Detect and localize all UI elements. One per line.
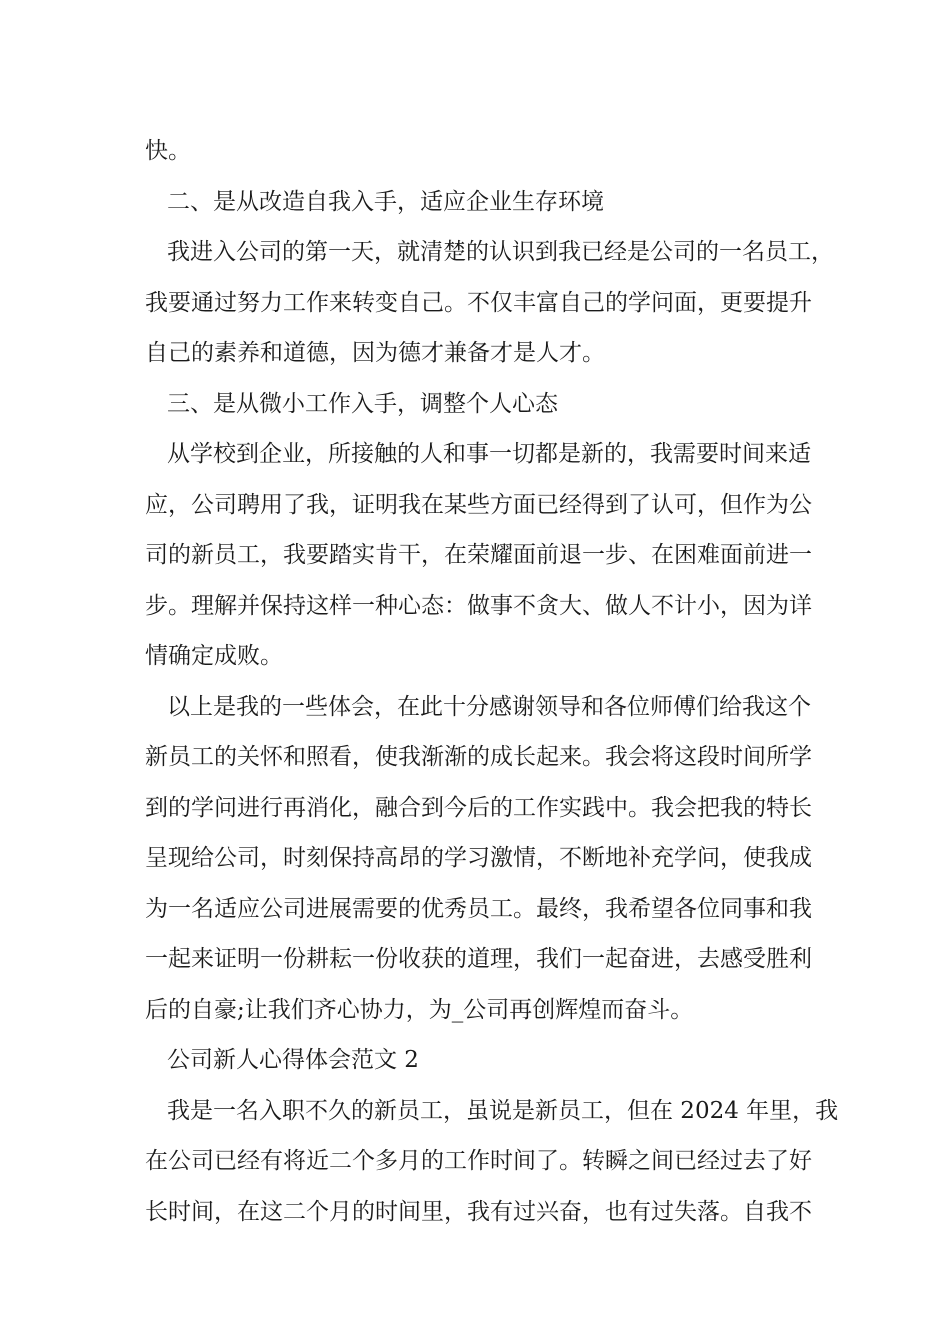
- text-line-5: 自己的素养和道德，因为德才兼备才是人才。: [145, 340, 605, 366]
- text-line-3: 我进入公司的第一天，就清楚的认识到我已经是公司的一名员工，: [167, 239, 834, 265]
- text-line-17: 一起来证明一份耕耘一份收获的道理，我们一起奋进，去感受胜利: [145, 946, 812, 972]
- section-heading-3: 三、是从微小工作入手，调整个人心态: [167, 390, 558, 417]
- text-line-14: 到的学问进行再消化，融合到今后的工作实践中。我会把我的特长: [145, 794, 812, 821]
- essay-title-2: 公司新人心得体会范文 2: [167, 1047, 419, 1073]
- text-line-22: 长时间，在这二个月的时间里，我有过兴奋，也有过失落。自我不: [145, 1198, 812, 1225]
- text-line-1: 快。: [145, 138, 191, 164]
- text-line-15: 呈现给公司，时刻保持高昂的学习激情，不断地补充学问，使我成: [145, 845, 812, 871]
- text-line-4: 我要通过努力工作来转变自己。不仅丰富自己的学问面，更要提升: [145, 289, 812, 316]
- text-line-13: 新员工的关怀和照看，使我渐渐的成长起来。我会将这段时间所学: [145, 744, 812, 770]
- section-heading-2: 二、是从改造自我入手，适应企业生存环境: [167, 188, 604, 215]
- text-line-18: 后的自豪;让我们齐心协力，为_公司再创辉煌而奋斗。: [145, 996, 694, 1023]
- text-line-7: 从学校到企业，所接触的人和事一切都是新的，我需要时间来适: [167, 441, 811, 467]
- text-line-16: 为一名适应公司进展需要的优秀员工。最终，我希望各位同事和我: [145, 895, 812, 922]
- text-line-10: 步。理解并保持这样一种心态：做事不贪大、做人不计小，因为详: [145, 592, 812, 619]
- text-line-21: 在公司已经有将近二个多月的工作时间了。转瞬之间已经过去了好: [145, 1148, 812, 1174]
- text-line-12: 以上是我的一些体会，在此十分感谢领导和各位师傅们给我这个: [167, 693, 811, 720]
- text-line-11: 情确定成败。: [145, 643, 283, 669]
- text-line-20: 我是一名入职不久的新员工，虽说是新员工，但在 2024 年里，我: [167, 1097, 839, 1124]
- text-line-8: 应，公司聘用了我，证明我在某些方面已经得到了认可，但作为公: [145, 491, 812, 518]
- document-body: [145, 126, 839, 1237]
- text-line-9: 司的新员工，我要踏实肯干，在荣耀面前退一步、在困难面前进一: [145, 542, 812, 568]
